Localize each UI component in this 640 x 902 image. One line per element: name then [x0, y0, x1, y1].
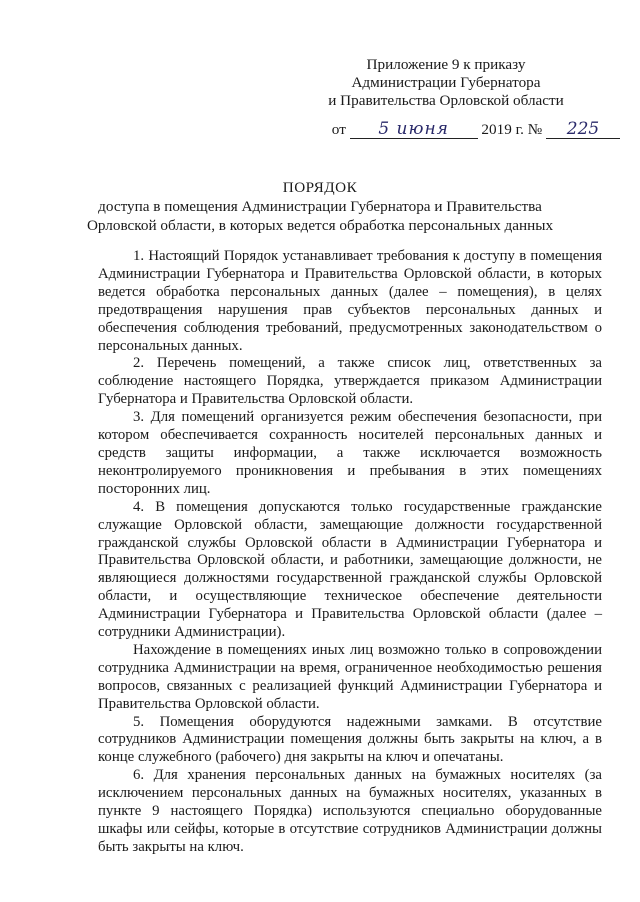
handwritten-date: 5 июня [350, 120, 478, 139]
annex-line-2: Администрации Губернатора [351, 74, 541, 91]
handwritten-order-number: 225 [546, 120, 620, 139]
document-title [0, 178, 640, 235]
date-year: 2019 г. № [481, 121, 543, 138]
paragraph-3: 3. Для помещений организуется режим обеспечения безопасности, при котором обеспечивается сохранность носителей персональных данных и средств защиты информации, а также исключается возможность неконтролируемого проникновения и пребывания в этих помещениях посторонних лиц. [98, 409, 602, 497]
annex-line-1: Приложение 9 к приказу [366, 56, 526, 73]
annex-line-3: и Правительства Орловской области [328, 92, 564, 109]
paragraph-4-continued: Нахождение в помещениях иных лиц возможно только в сопровождении сотрудника Администрации на время, ограниченное необходимостью решения вопросов, связанных с реализацией функций Администрации Губернатора и Правительства Орловской области. [98, 641, 602, 712]
date-prefix: от [331, 121, 346, 138]
document-body [98, 248, 602, 857]
title-line-1: ПОРЯДОК [282, 179, 358, 196]
paragraph-6: 6. Для хранения персональных данных на бумажных носителях (за исключением персональных данных на бумажных носителях, указанных в пункте 9 настоящего Порядка) используются специально оборудованные шкафы или сейфы, которые в отсутствие сотрудников Администрации должны быть закрыты на ключ. [98, 767, 602, 855]
title-line-3: Орловской области, в которых ведется обработка персональных данных [86, 217, 554, 234]
annex-header [296, 56, 596, 110]
paragraph-5: 5. Помещения оборудуются надежными замками. В отсутствие сотрудников Администрации помещения должны быть закрыты на ключ, а в конце служебного (рабочего) дня закрыты на ключ и опечатаны. [98, 713, 602, 766]
order-date-line [332, 120, 620, 140]
title-line-2: доступа в помещения Администрации Губернатора и Правительства [98, 198, 542, 215]
paragraph-1: 1. Настоящий Порядок устанавливает требования к доступу в помещения Администрации Губернатора и Правительства Орловской области, в которых ведется обработка персональных данных (далее – помещения), в целях предотвращения нарушения прав субъектов персональных данных и обеспечения соблюдения требований, предусмотренных законодательством о персональных данных. [98, 248, 602, 354]
paragraph-2: 2. Перечень помещений, а также список лиц, ответственных за соблюдение настоящего Порядка, утверждается приказом Администрации Губернатора и Правительства Орловской области. [98, 355, 602, 408]
paragraph-4: 4. В помещения допускаются только государственные гражданские служащие Орловской области, замещающие должности государственной гражданской службы Орловской области в Администрации Губернатора и Правительства Орловской области, и работники, замещающие должности, не являющиеся должностями государственной гражданской службы Орловской области, и осуществляющие техническое обеспечение деятельности Администрации Губернатора и Правительства Орловской области (далее – сотрудники Администрации). [98, 498, 602, 641]
